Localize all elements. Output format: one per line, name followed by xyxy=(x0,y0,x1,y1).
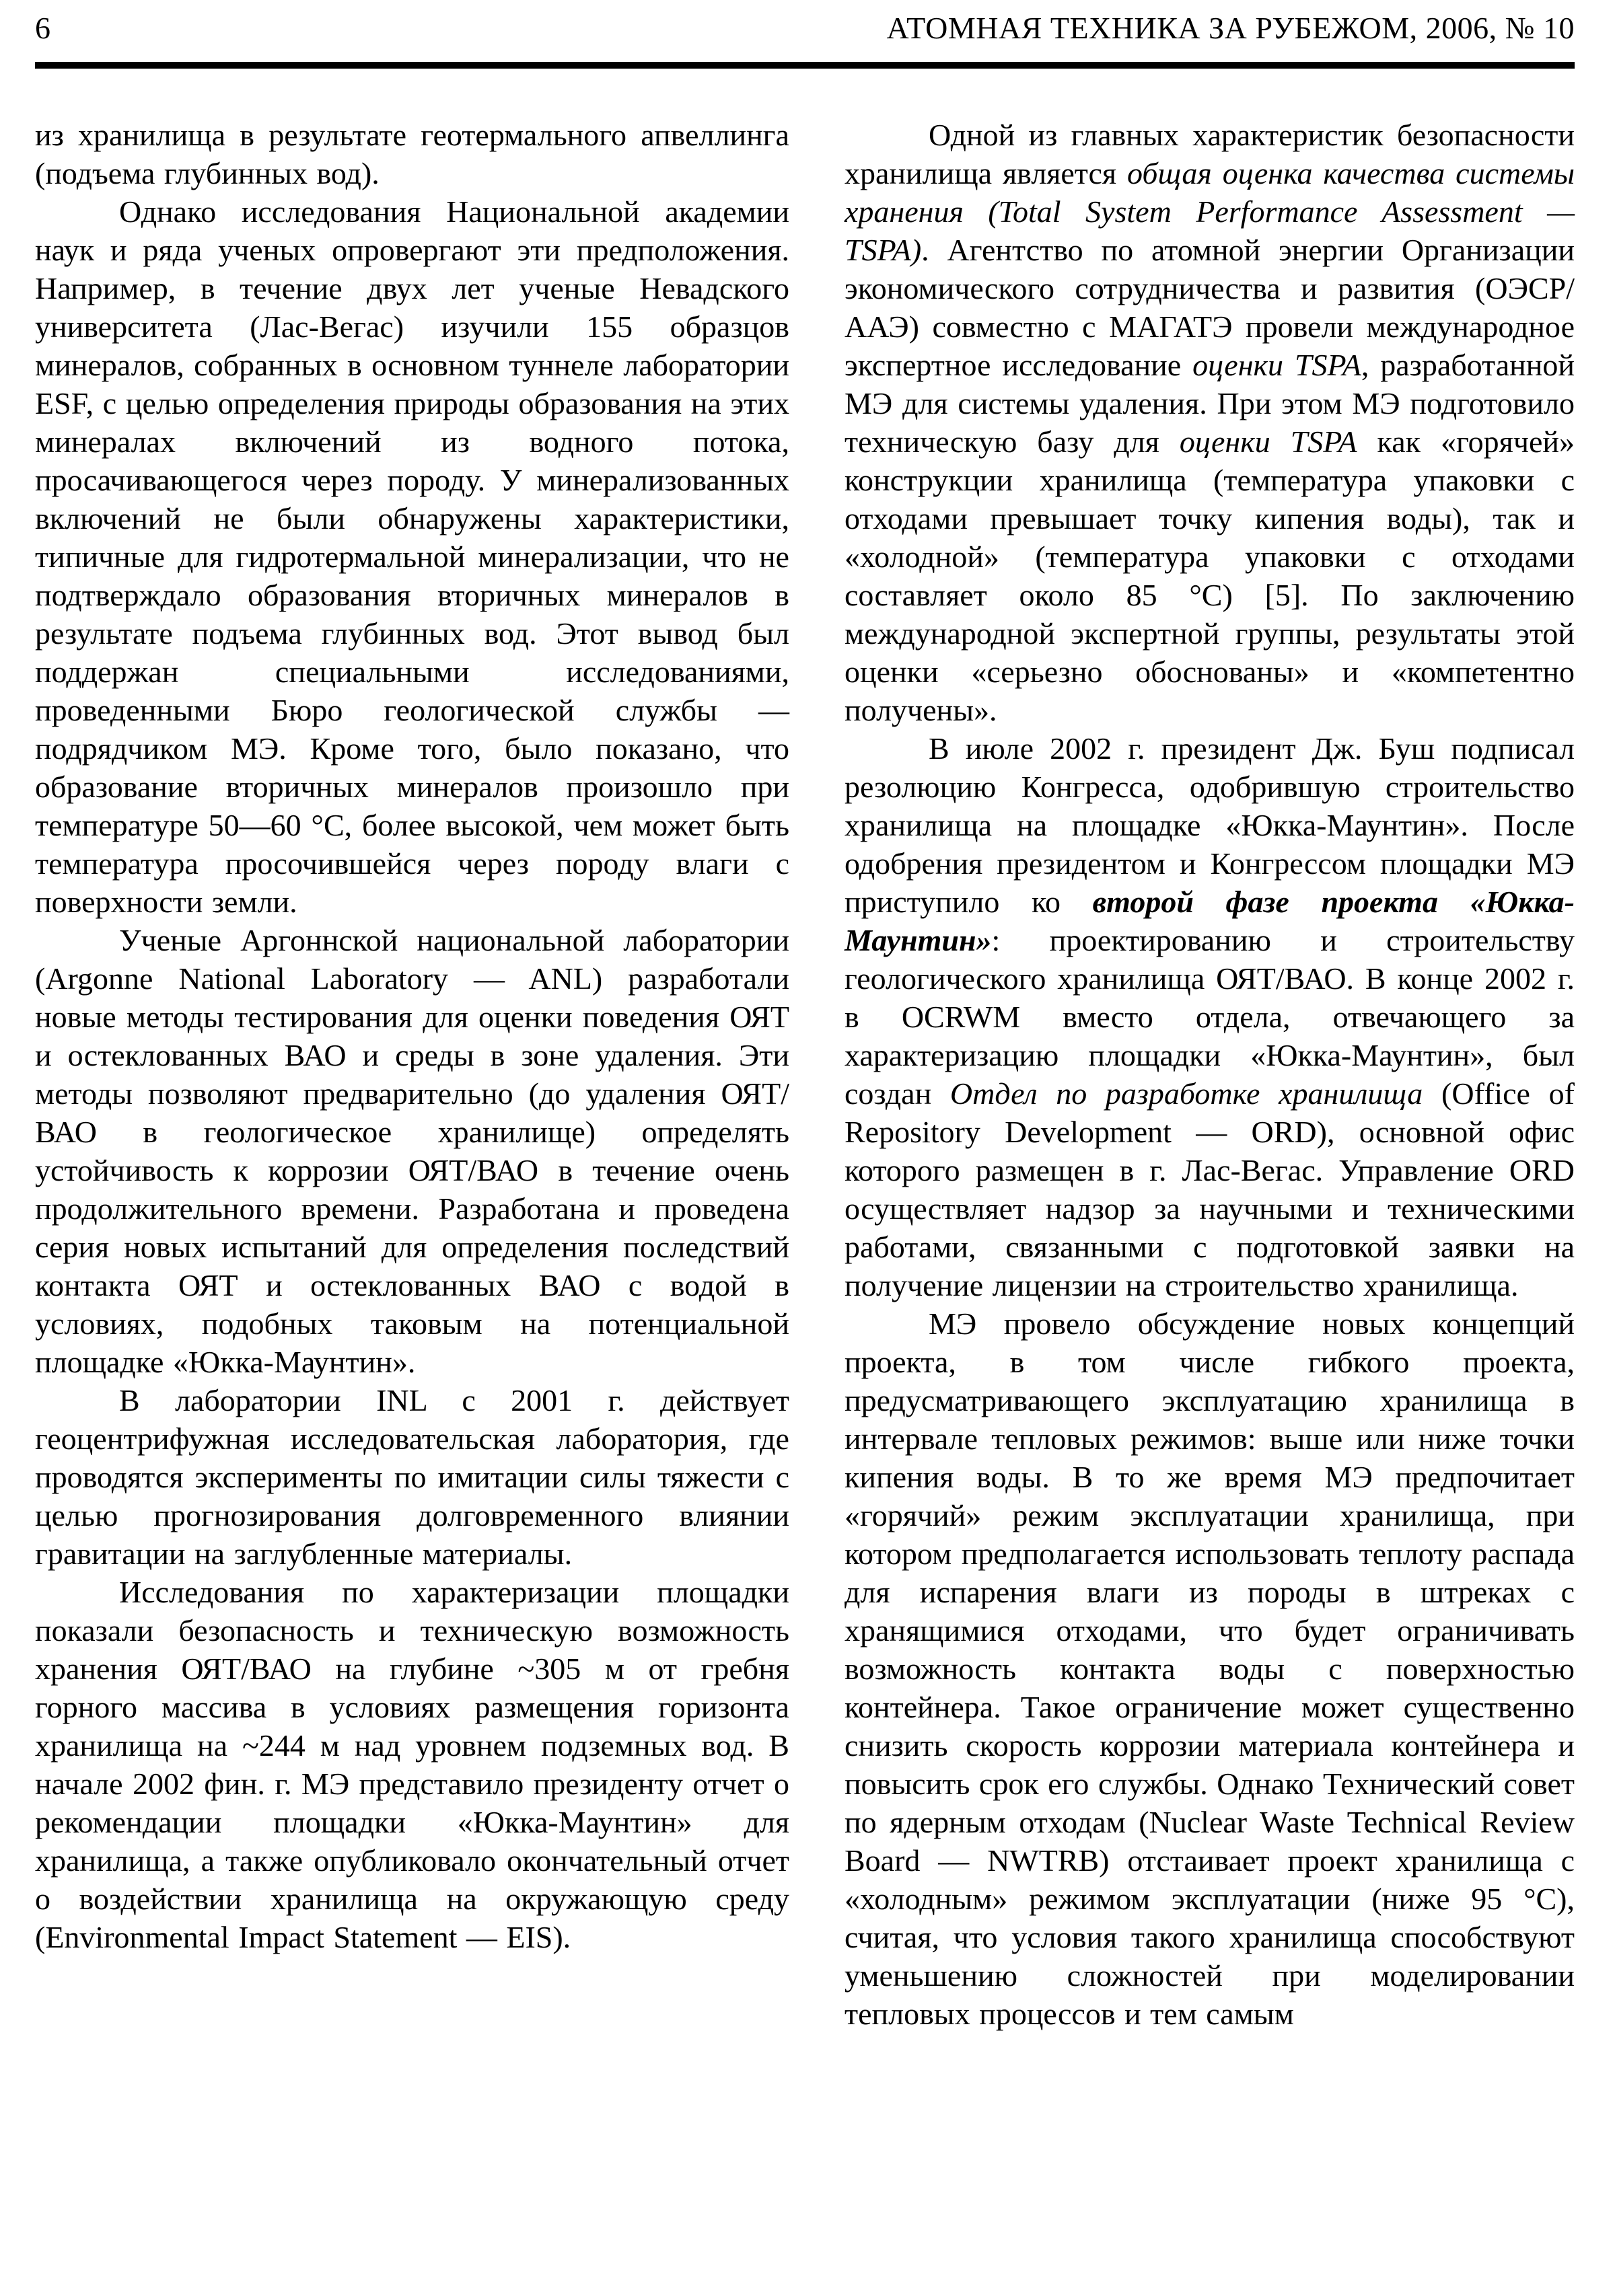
text-run: общая оценка качества системы хранения (Total System Performance Assessment — TSPA) xyxy=(844,156,1575,267)
text-run: , разработанной МЭ для системы удаления. При этом МЭ подготовило техническую базу для xyxy=(844,348,1575,459)
journal-title: АТОМНАЯ ТЕХНИКА ЗА РУБЕЖОМ, 2006, № 10 xyxy=(886,11,1575,45)
paragraph xyxy=(35,1381,789,1573)
paragraph xyxy=(35,192,789,921)
paragraph xyxy=(845,729,1575,1304)
text-run: Ученые Аргоннской национальной лаборатории (Argonne National Laboratory — ANL) разработали новые методы тестирования для оценки поведения ОЯТ и остеклованных ВАО и среды в зоне удаления. Эти методы позволяют предварительно (до удаления ОЯТ/ВАО в геологическое хранилище) определять устойчивость к коррозии ОЯТ/ВАО в течение очень продолжительного времени. Разработана и проведена серия новых испытаний для определения последствий контакта ОЯТ и остеклованных ВАО с водой в условиях, подобных таковым на потенциальной площадке «Юкка-Маунтин». xyxy=(35,923,789,1379)
text-run: В июле 2002 г. президент Дж. Буш подписал резолюцию Конгресса, одобрившую строительство хранилища на площадке «Юкка-Маунтин». После одобрения президентом и Конгрессом площадки МЭ приступило ко xyxy=(844,731,1575,919)
paragraph xyxy=(35,921,789,1381)
text-columns xyxy=(35,116,1575,2033)
text-run: В лаборатории INL с 2001 г. действует геоцентрифужная исследовательская лаборатория, где проводятся эксперименты по имитации силы тяжести с целью прогнозирования долговременного влиянии гравитации на заглубленные материалы. xyxy=(35,1383,789,1571)
left-column xyxy=(35,116,789,2033)
text-run: Одной из главных характеристик безопасности хранилища является xyxy=(844,118,1575,190)
text-run: . Агентство по атомной энергии Организации экономического сотрудничества и развития (ОЭСР/ААЭ) совместно с МАГАТЭ провели международное экспертное исследование xyxy=(844,233,1575,382)
text-run: оценки TSPA xyxy=(1192,348,1361,382)
text-run: Отдел по разработке хранилища xyxy=(949,1076,1423,1111)
paragraph xyxy=(845,116,1575,729)
text-run: как «горячей» конструкции хранилища (температура упаковки с отходами превышает точку кипения воды), так и «холодной» (температура упаковки с отходами составляет около 85 °С) [5]. По заключению международной экспертной группы, результаты этой оценки «серьезно обоснованы» и «компетентно получены». xyxy=(844,424,1575,727)
text-run: : проектированию и строительству геологического хранилища ОЯТ/ВАО. В конце 2002 г. в OCRWM вместо отдела, отвечающего за характеризацию площадки «Юкка-Маунтин», был создан xyxy=(844,923,1575,1111)
text-run: Однако исследования Национальной академии наук и ряда ученых опровергают эти предположения. Например, в течение двух лет ученые Невадского университета (Лас-Вегас) изучили 155 образцов минералов, собранных в основном туннеле лаборатории ESF, с целью определения природы образования на этих минералах включений из водного потока, просачивающегося через породу. У минерализованных включений не были обнаружены характеристики, типичные для гидротермальной минерализации, что не подтверждало образования вторичных минералов в результате подъема глубинных вод. Этот вывод был поддержан специальными исследованиями, проведенными Бюро геологической службы — подрядчиком МЭ. Кроме того, было показано, что образование вторичных минералов произошло при температуре 50—60 °С, более высокой, чем может быть температура просочившейся через породу влаги с поверхности земли. xyxy=(35,194,789,919)
text-run: оценки TSPA xyxy=(1179,424,1357,459)
header-rule xyxy=(35,62,1575,69)
right-column xyxy=(845,116,1575,2033)
paragraph xyxy=(35,116,789,192)
paragraph xyxy=(845,1304,1575,2033)
text-run: (Office of Repository Development — ORD), основной офис которого размещен в г. Лас-Вегас. Управление ORD осуществляет надзор за научными и техническими работами, связанными с подготовкой заявки на получение лицензии на строительство хранилища. xyxy=(844,1076,1575,1302)
paragraph xyxy=(35,1573,789,1956)
text-run: второй фазе проекта «Юкка-Маунтин» xyxy=(844,885,1575,957)
text-run: Исследования по характеризации площадки показали безопасность и техническую возможность хранения ОЯТ/ВАО на глубине ~305 м от гребня горного массива в условиях размещения горизонта хранилища на ~244 м над уровнем подземных вод. В начале 2002 фин. г. МЭ представило президенту отчет о рекомендации площадки «Юкка-Маунтин» для хранилища, а также опубликовало окончательный отчет о воздействии хранилища на окружающую среду (Environmental Impact Statement — EIS). xyxy=(35,1575,789,1954)
page-header xyxy=(35,9,1575,47)
text-run: из хранилища в результате геотермального апвеллинга (подъема глубинных вод). xyxy=(35,118,789,190)
page-number: 6 xyxy=(35,11,50,45)
text-run: МЭ провело обсуждение новых концепций проекта, в том числе гибкого проекта, предусматривающего эксплуатацию хранилища в интервале тепловых режимов: выше или ниже точки кипения воды. В то же время МЭ предпочитает «горячий» режим эксплуатации хранилища, при котором предполагается использовать теплоту распада для испарения влаги из породы в штреках с хранящимися отходами, что будет ограничивать возможность контакта воды с поверхностью контейнера. Такое ограничение может существенно снизить скорость коррозии материала контейнера и повысить срок его службы. Однако Технический совет по ядерным отходам (Nuclear Waste Technical Review Board — NWTRB) отстаивает проект хранилища с «холодным» режимом эксплуатации (ниже 95 °С), считая, что условия такого хранилища способствуют уменьшению сложностей при моделировании тепловых процессов и тем самым xyxy=(844,1306,1575,2031)
